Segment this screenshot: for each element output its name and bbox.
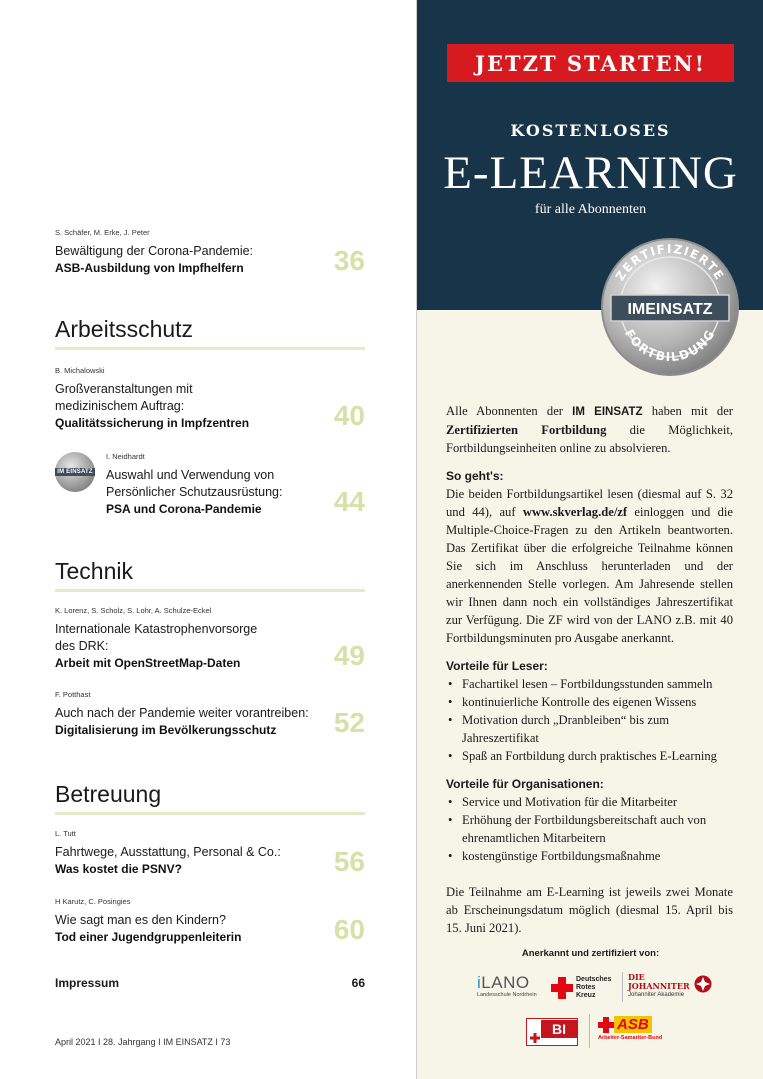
bi-logo bbox=[526, 1018, 578, 1046]
text: Alle Abonnenten der bbox=[446, 404, 573, 418]
text: haben mit der bbox=[642, 404, 733, 418]
certified-training-seal-icon bbox=[599, 236, 741, 378]
article-subtitle: Was kostet die PSNV? bbox=[55, 862, 182, 876]
article-subtitle: ASB-Ausbildung von Impfhelfern bbox=[55, 261, 244, 275]
toc-entry[interactable] bbox=[106, 452, 365, 518]
red-cross-icon bbox=[551, 977, 573, 999]
magazine-name: IM EINSATZ bbox=[572, 406, 643, 418]
drk-line: Deutsches bbox=[576, 976, 612, 983]
author: L. Tutt bbox=[55, 829, 76, 838]
section-heading bbox=[55, 781, 365, 815]
start-now-button[interactable]: JETZT STARTEN! bbox=[447, 44, 734, 82]
article-title: Fahrtwege, Ausstattung, Personal & Co.: bbox=[55, 845, 281, 859]
article-title: Großveranstaltungen mit medizinischem Auftrag: bbox=[55, 382, 193, 413]
seal-center-text: IMEINSATZ bbox=[627, 301, 713, 318]
page-footer: April 2021 I 28. Jahrgang I IM EINSATZ I 73 bbox=[55, 1037, 231, 1047]
toc-entry[interactable] bbox=[55, 366, 365, 432]
impressum-label: Impressum bbox=[55, 976, 120, 990]
section-title: Arbeitsschutz bbox=[55, 316, 194, 342]
section-rule bbox=[55, 589, 365, 592]
partner-logos bbox=[417, 970, 763, 1070]
article-subtitle: PSA und Corona-Pandemie bbox=[106, 502, 262, 516]
page-number: 49 bbox=[333, 640, 365, 671]
article-title: Internationale Katastrophenvorsorge des DRK: bbox=[55, 622, 258, 653]
asb-subtitle: Arbeiter-Samariter-Bund bbox=[598, 1035, 663, 1041]
asb-cross-icon bbox=[598, 1017, 614, 1033]
text: Die beiden Fortbildungsartikel lesen (diesmal auf S. 32 und 44), auf bbox=[446, 487, 733, 519]
divider bbox=[622, 972, 623, 1002]
website-link[interactable]: www.skverlag.de/zf bbox=[522, 505, 628, 519]
text: die Möglichkeit, Fortbildungseinheiten online zu absolvieren. bbox=[446, 423, 733, 455]
page-number: 44 bbox=[333, 486, 365, 517]
page-number: 52 bbox=[333, 707, 365, 738]
orgs-list bbox=[446, 793, 733, 865]
divider bbox=[589, 1014, 590, 1048]
asb-text: ASB bbox=[614, 1016, 652, 1033]
lano-name: LANO bbox=[481, 973, 530, 992]
article-subtitle: Tod einer Jugendgruppenleiterin bbox=[55, 930, 242, 944]
list-item: • Fachartikel lesen – Fortbildungsstunden sammeln bbox=[446, 675, 733, 693]
article-title: Bewältigung der Corona-Pandemie: bbox=[55, 244, 254, 258]
article-title: Auswahl und Verwendung von Persönlicher Schutzausrüstung: bbox=[106, 468, 283, 499]
article-subtitle: Qualitätssicherung in Impfzentren bbox=[55, 416, 250, 430]
section-rule bbox=[55, 347, 365, 350]
article-subtitle: Digitalisierung im Bevölkerungsschutz bbox=[55, 723, 277, 737]
toc-entry[interactable] bbox=[55, 897, 365, 946]
page-number: 36 bbox=[333, 245, 365, 276]
im-einsatz-badge-icon bbox=[55, 452, 95, 492]
juh-line: DIE bbox=[628, 972, 645, 982]
lano-logo: iLANO Landesschule Nordrhein bbox=[477, 973, 537, 998]
page-number: 40 bbox=[333, 400, 365, 431]
program-name: Zertifizierten Fortbildung bbox=[446, 423, 607, 437]
list-item: • kontinuierliche Kontrolle des eigenen Wissens bbox=[446, 693, 733, 711]
drk-logo bbox=[551, 976, 611, 1000]
impressum-entry[interactable] bbox=[55, 976, 365, 990]
orgs-heading: Vorteile für Organisationen: bbox=[446, 777, 604, 791]
howto-heading: So geht's: bbox=[446, 469, 504, 483]
section-title: Betreuung bbox=[55, 781, 162, 807]
list-item: • kostengünstige Fortbildungsmaßnahme bbox=[446, 847, 733, 865]
certified-by-label: Anerkannt und zertifiziert von: bbox=[521, 948, 660, 959]
list-item: • Motivation durch „Dranbleiben“ bis zum Jahreszertifikat bbox=[446, 711, 733, 747]
section-heading bbox=[55, 316, 365, 350]
toc-entry[interactable] bbox=[55, 829, 365, 878]
article-title: Wie sagt man es den Kindern? bbox=[55, 913, 226, 927]
toc-entry[interactable] bbox=[55, 228, 365, 277]
text: einloggen und die Multiple-Choice-Fragen zu den Artikeln beantworten. Das Zertifikat über die erfolgreiche Teilnahme können Sie sich im Anschluss herunterladen und der anerkennenden Stelle vorlegen. Am Jahresende stellen wir Ihnen dann noch ein vollständiges Jahreszertifikat zur Verfügung. Die ZF wird von der LANO z.B. mit 40 Fortbildungsminuten pro Ausgabe anerkannt. bbox=[446, 505, 733, 645]
juh-line: JOHANNITER bbox=[628, 981, 690, 991]
seal-top-text: ZERTIFIZIERTE bbox=[612, 241, 728, 284]
lano-subtitle: Landesschule Nordrhein bbox=[477, 992, 537, 998]
page-number: 56 bbox=[333, 846, 365, 877]
howto-paragraph bbox=[446, 485, 733, 647]
list-item: • Erhöhung der Fortbildungsbereitschaft auch von ehrenamtlichen Mitarbeitern bbox=[446, 811, 733, 847]
seal-bottom-text: FORTBILDUNG bbox=[622, 326, 719, 365]
johanniter-cross-icon bbox=[694, 975, 712, 993]
author: H Karutz, C. Posingies bbox=[55, 897, 131, 906]
headline-subscribers: für alle Abonnenten bbox=[534, 202, 647, 217]
list-item: • Spaß an Fortbildung durch praktisches E-Learning bbox=[446, 747, 733, 765]
advert-body bbox=[446, 402, 733, 937]
readers-heading: Vorteile für Leser: bbox=[446, 659, 548, 673]
section-rule bbox=[55, 812, 365, 815]
article-subtitle: Arbeit mit OpenStreetMap-Daten bbox=[55, 656, 241, 670]
author: I. Neidhardt bbox=[106, 452, 145, 461]
readers-list bbox=[446, 675, 733, 765]
drk-line: Kreuz bbox=[576, 992, 596, 999]
headline-free: KOSTENLOSES bbox=[510, 121, 671, 140]
e-learning-advert bbox=[416, 0, 763, 1079]
section-title: Technik bbox=[55, 558, 133, 584]
bi-text: BI bbox=[541, 1020, 577, 1038]
section-heading bbox=[55, 558, 365, 592]
juh-subtitle: Johanniter Akademie bbox=[628, 992, 685, 998]
drk-line: Rotes bbox=[576, 984, 596, 991]
page-number: 60 bbox=[333, 914, 365, 945]
headline-e-learning: E-LEARNING bbox=[443, 147, 738, 199]
intro-paragraph bbox=[446, 402, 733, 457]
author: F. Potthast bbox=[55, 690, 91, 699]
toc-entry[interactable] bbox=[55, 690, 365, 739]
author: K. Lorenz, S. Scholz, S. Lohr, A. Schulze-Eckel bbox=[55, 606, 212, 615]
badge-label: IM EINSATZ bbox=[57, 469, 93, 475]
author: B. Michalowski bbox=[55, 366, 105, 375]
asb-logo bbox=[598, 1016, 662, 1041]
johanniter-logo bbox=[628, 973, 712, 1000]
article-title: Auch nach der Pandemie weiter vorantreiben: bbox=[55, 706, 309, 720]
closing-paragraph: Die Teilnahme am E-Learning ist jeweils zwei Monate ab Erscheinungsdatum möglich (diesmal 15. April bis 15. Juni 2021). bbox=[446, 885, 733, 935]
author: S. Schäfer, M. Erke, J. Peter bbox=[55, 228, 150, 237]
impressum-page: 66 bbox=[351, 976, 365, 990]
toc-entry[interactable] bbox=[55, 606, 365, 672]
small-cross-icon bbox=[530, 1033, 540, 1043]
list-item: • Service und Motivation für die Mitarbeiter bbox=[446, 793, 733, 811]
